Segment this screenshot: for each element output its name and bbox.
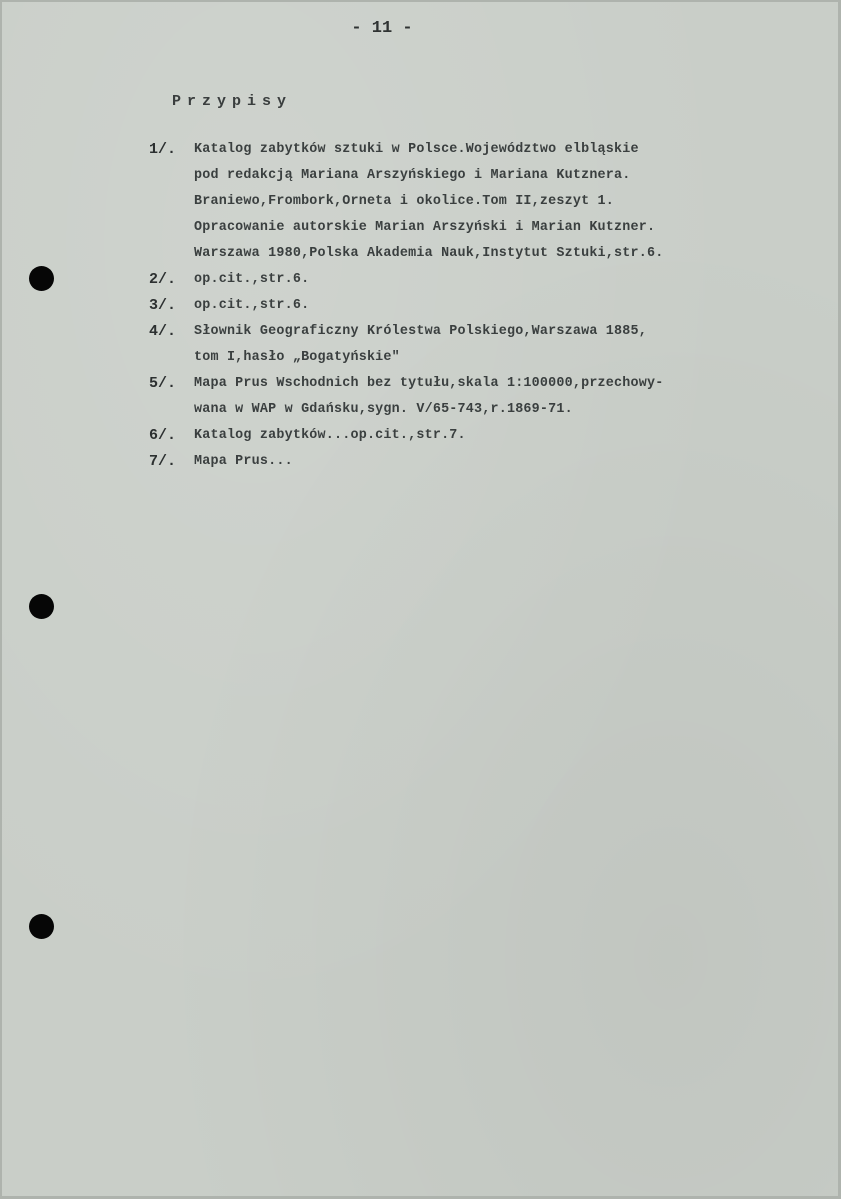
footnote-line: pod redakcją Mariana Arszyńskiego i Mariana Kutznera. [194,168,631,183]
punch-hole [29,594,54,619]
footnote-text [194,449,838,475]
footnote-text [194,267,838,293]
punch-hole [29,914,54,939]
footnote-4 [2,319,838,371]
footnote-text [194,371,838,423]
footnote-3 [2,293,838,319]
footnote-line: tom I,hasło „Bogatyńskie" [194,350,400,365]
footnote-line: op.cit.,str.6. [194,298,310,313]
footnote-number: 3/. [149,297,177,314]
footnote-line: Warszawa 1980,Polska Akademia Nauk,Instytut Sztuki,str.6. [194,246,664,261]
footnote-6 [2,423,838,449]
footnote-line: Mapa Prus... [194,454,293,469]
footnote-7 [2,449,838,475]
footnote-number: 4/. [149,323,177,340]
footnote-number: 1/. [149,141,177,158]
footnote-line: wana w WAP w Gdańsku,sygn. V/65-743,r.1869-71. [194,402,573,417]
footnotes-list [2,137,838,475]
footnote-text [194,423,838,449]
footnote-number: 6/. [149,427,177,444]
footnote-line: Opracowanie autorskie Marian Arszyński i Marian Kutzner. [194,220,656,235]
footnote-line: op.cit.,str.6. [194,272,310,287]
footnotes-heading: Przypisy [172,93,293,110]
footnote-text [194,319,838,371]
footnote-text [194,293,838,319]
footnote-line: Mapa Prus Wschodnich bez tytułu,skala 1:100000,przechowy- [194,376,664,391]
footnote-line: Katalog zabytków...op.cit.,str.7. [194,428,466,443]
footnote-1 [2,137,838,267]
punch-hole [29,266,54,291]
footnote-line: Katalog zabytków sztuki w Polsce.Województwo elbląskie [194,142,639,157]
footnote-number: 5/. [149,375,177,392]
footnote-line: Braniewo,Frombork,Orneta i okolice.Tom II,zeszyt 1. [194,194,615,209]
footnote-5 [2,371,838,423]
footnote-number: 7/. [149,453,177,470]
footnote-number: 2/. [149,271,177,288]
document-page [2,2,838,1196]
footnote-2 [2,267,838,293]
footnote-text [194,137,838,267]
footnote-line: Słownik Geograficzny Królestwa Polskiego,Warszawa 1885, [194,324,647,339]
page-number: - 11 - [351,19,413,38]
